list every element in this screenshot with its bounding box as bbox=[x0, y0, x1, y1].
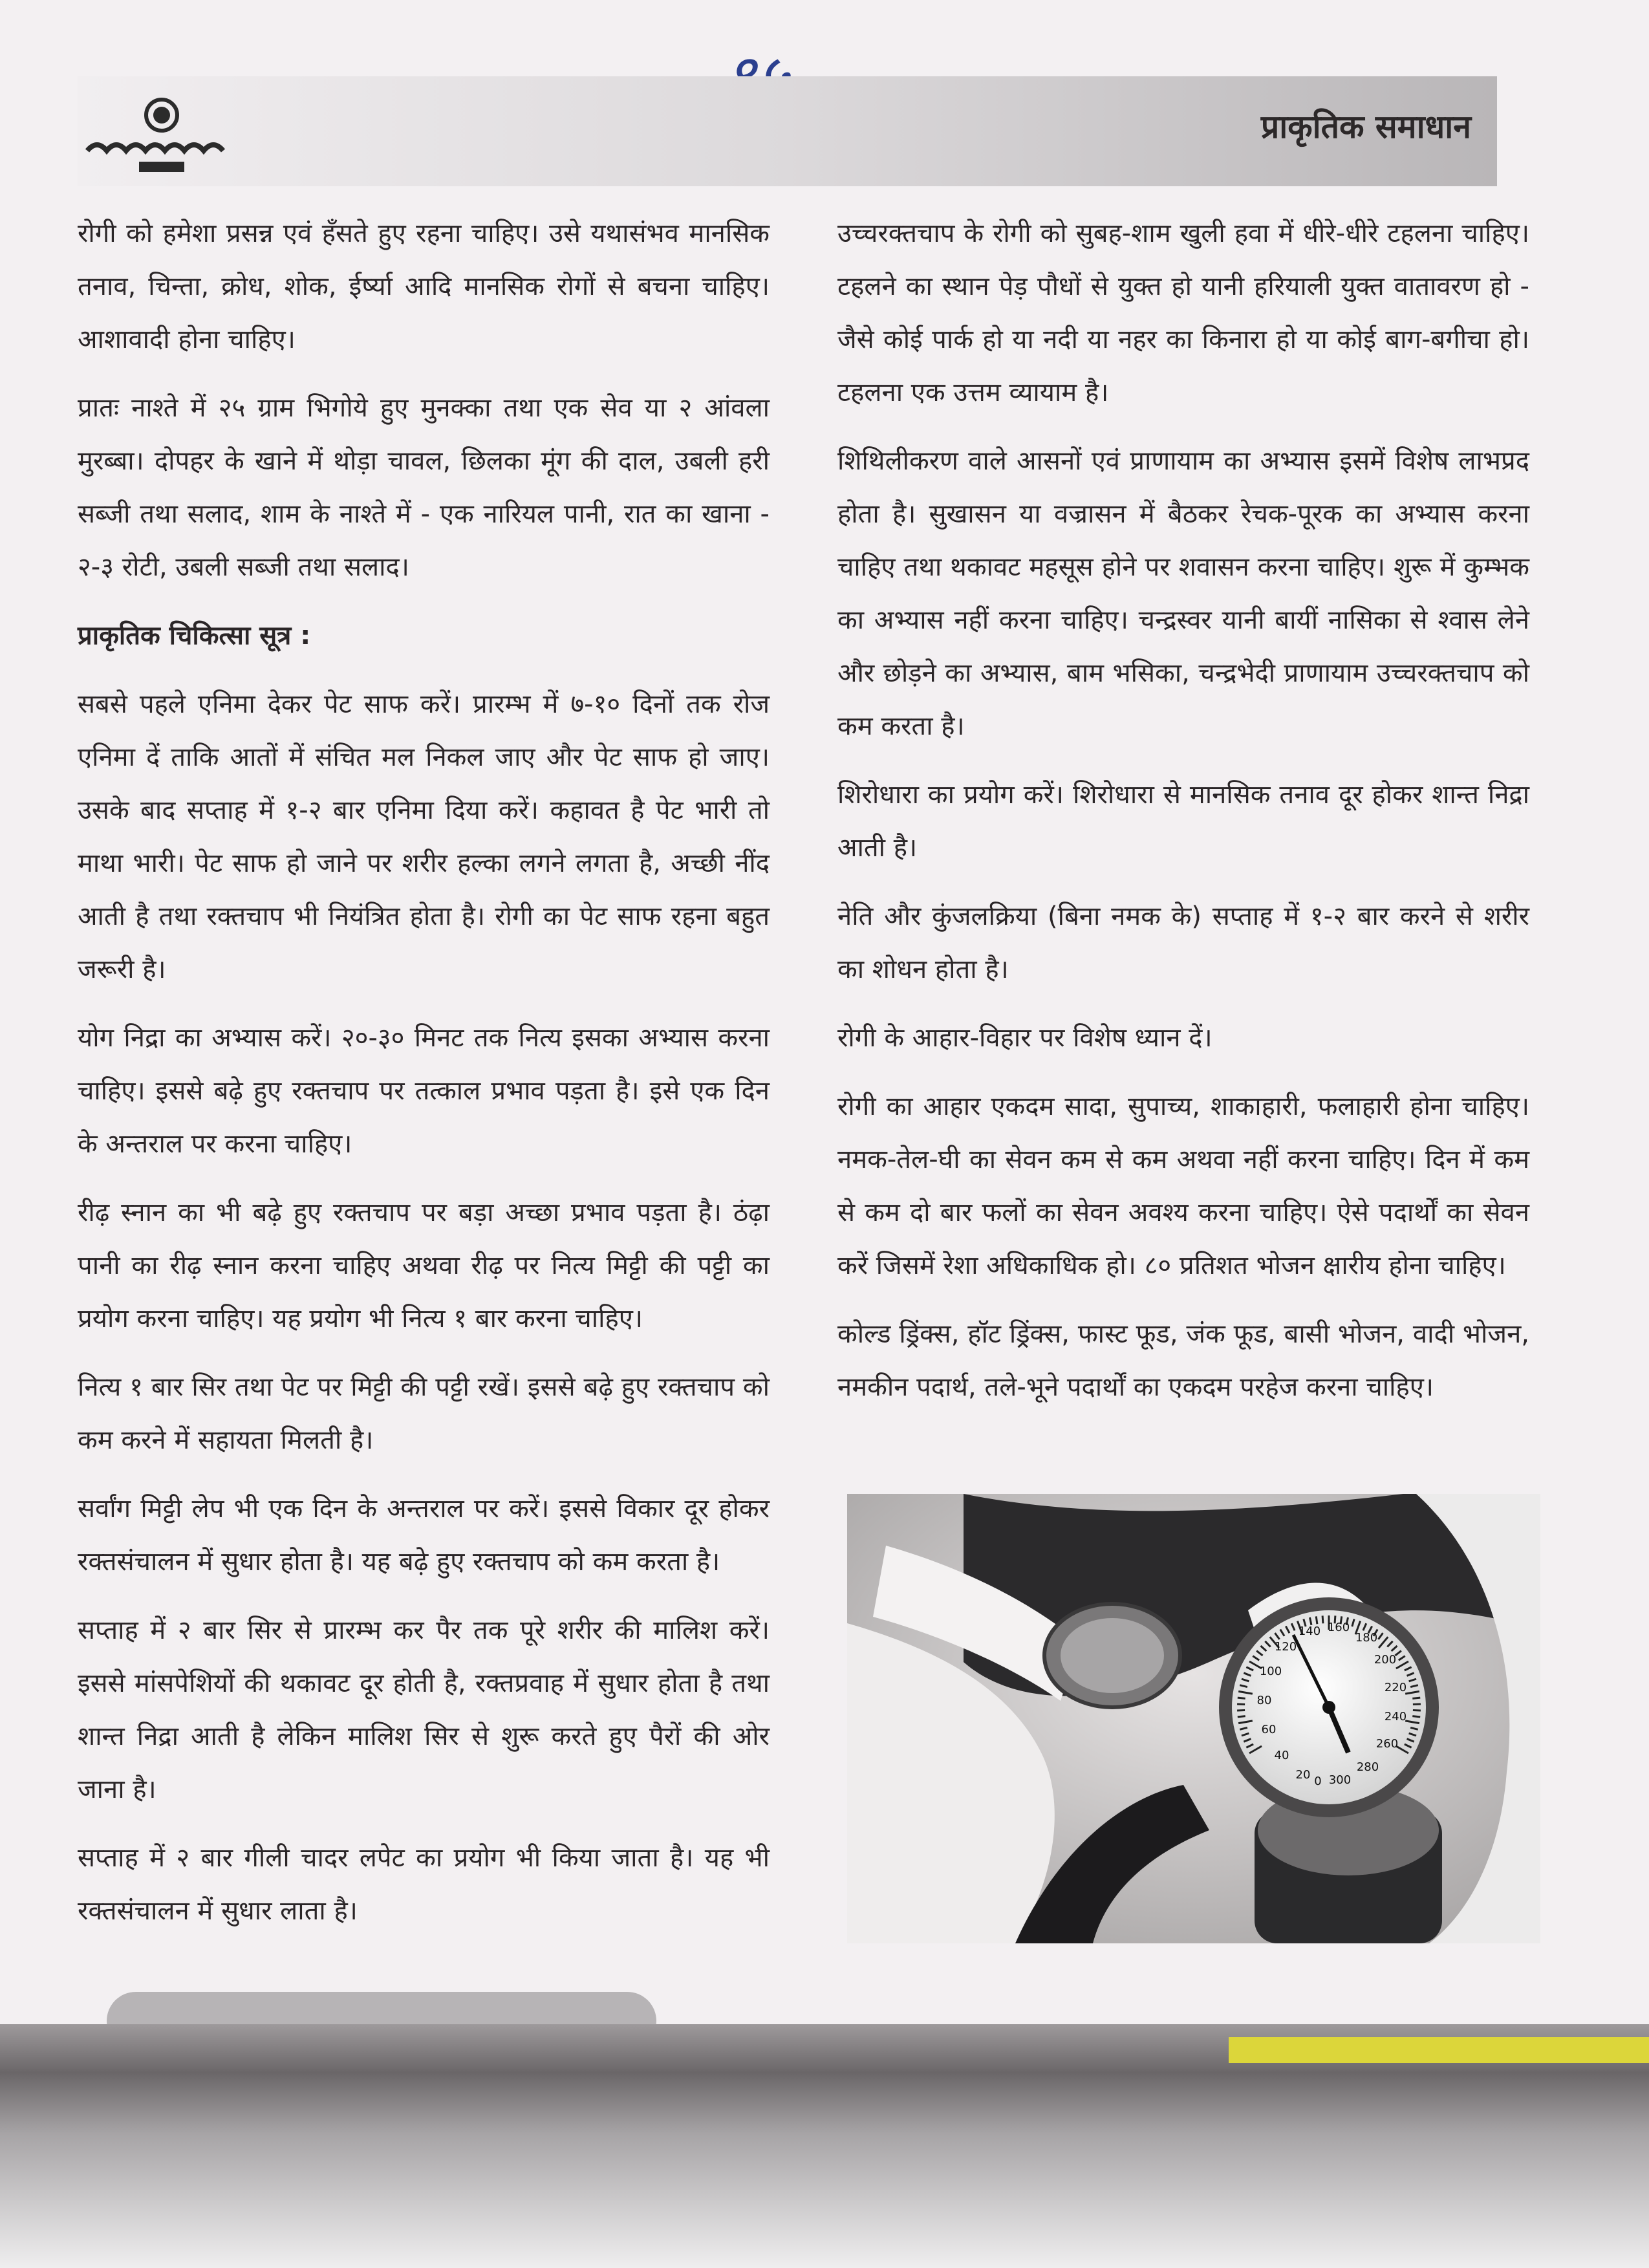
blood-pressure-gauge-photo bbox=[847, 1494, 1540, 1943]
section-title: प्राकृतिक समाधान bbox=[1260, 108, 1471, 146]
gauge-label: 60 bbox=[1261, 1723, 1277, 1736]
gauge-label: 40 bbox=[1274, 1749, 1289, 1762]
sub-heading: प्राकृतिक चिकित्सा सूत्र : bbox=[78, 621, 311, 651]
paragraph: सप्ताह में २ बार गीली चादर लपेट का प्रयोग भी किया जाता है। यह भी रक्तसंचालन में सुधार लाता है। bbox=[78, 1843, 770, 1926]
paragraph: प्रातः नाश्ते में २५ ग्राम भिगोये हुए मुनक्का तथा एक सेव या २ आंवला मुरब्बा। दोपहर के खाने में थोड़ा चावल, छिलका मूंग की दाल, उबली हरी सब्जी तथा सलाद, शाम के नाश्ते में - एक नारियल पानी, रात का खाना - २-३ रोटी, उबली सब्जी तथा सलाद। bbox=[78, 393, 770, 582]
gauge-label: 80 bbox=[1256, 1694, 1272, 1707]
gauge-label: 20 bbox=[1295, 1768, 1311, 1782]
gauge-label: 240 bbox=[1384, 1710, 1407, 1723]
paragraph: शिथिलीकरण वाले आसनों एवं प्राणायाम का अभ्यास इसमें विशेष लाभप्रद होता है। सुखासन या वज्रासन में बैठकर रेचक-पूरक का अभ्यास करना चाहिए तथा थकावट महसूस होने पर शवासन करना चाहिए। शुरू में कुम्भक का अभ्यास नहीं करना चाहिए। चन्द्रस्वर यानी बायीं नासिका से श्वास लेने और छोड़ने का अभ्यास, बाम भसिका, चन्द्रभेदी प्राणायाम उच्चरक्तचाप को कम करता है। bbox=[837, 446, 1529, 741]
gauge-label: 220 bbox=[1384, 1681, 1407, 1694]
paragraph: योग निद्रा का अभ्यास करें। २०-३० मिनट तक नित्य इसका अभ्यास करना चाहिए। इससे बढ़े हुए रक्तचाप पर तत्काल प्रभाव पड़ता है। इसे एक दिन के अन्तराल पर करना चाहिए। bbox=[78, 1023, 770, 1159]
gauge-label: 180 bbox=[1355, 1631, 1378, 1645]
paragraph: उच्चरक्तचाप के रोगी को सुबह-शाम खुली हवा में धीरे-धीरे टहलना चाहिए। टहलने का स्थान पेड़ पौधों से युक्त हो यानी हरियाली युक्त वातावरण हो - जैसे कोई पार्क हो या नदी या नहर का किनारा हो या कोई बाग-बगीचा हो। टहलना एक उत्तम व्यायाम है। bbox=[837, 219, 1529, 407]
gauge-label: 200 bbox=[1374, 1653, 1397, 1667]
gauge-label: 160 bbox=[1327, 1621, 1350, 1634]
paragraph: सबसे पहले एनिमा देकर पेट साफ करें। प्रारम्भ में ७-१० दिनों तक रोज एनिमा दें ताकि आतों में संचित मल निकल जाए और पेट साफ हो जाए। उसके बाद सप्ताह में १-२ बार एनिमा दिया करें। कहावत है पेट भारी तो माथा भारी। पेट साफ हो जाने पर शरीर हल्का लगने लगता है, अच्छी नींद आती है तथा रक्तचाप भी नियंत्रित होता है। रोगी का पेट साफ रहना बहुत जरूरी है। bbox=[78, 689, 770, 984]
gauge-tick bbox=[1316, 1616, 1317, 1624]
gauge-tick bbox=[1322, 1615, 1323, 1623]
left-text-column bbox=[78, 207, 770, 1953]
paragraph: नेति और कुंजलक्रिया (बिना नमक के) सप्ताह में १-२ बार करने से शरीर का शोधन होता है। bbox=[837, 902, 1529, 984]
paragraph: कोल्ड ड्रिंक्स, हॉट ड्रिंक्स, फास्ट फूड, जंक फूड, बासी भोजन, वादी भोजन, नमकीन पदार्थ, तले-भूने पदार्थों का एकदम परहेज करना चाहिए। bbox=[837, 1319, 1529, 1402]
paragraph: रोगी का आहार एकदम सादा, सुपाच्य, शाकाहारी, फलाहारी होना चाहिए। नमक-तेल-घी का सेवन कम से कम अथवा नहीं करना चाहिए। दिन में कम से कम दो बार फलों का सेवन अवश्य करना चाहिए। ऐसे पदार्थों का सेवन करें जिसमें रेशा अधिकाधिक हो। ८० प्रतिशत भोजन क्षारीय होना चाहिए। bbox=[837, 1092, 1529, 1280]
paragraph: सप्ताह में २ बार सिर से प्रारम्भ कर पैर तक पूरे शरीर की मालिश करें। इससे मांसपेशियों की थकावट दूर होती है, रक्तप्रवाह में सुधार होता है तथा शान्त निद्रा आती है लेकिन मालिश सिर से शुरू करते हुए पैरों की ओर जाना है। bbox=[78, 1615, 770, 1804]
page-header-bar bbox=[78, 76, 1497, 186]
paragraph: नित्य १ बार सिर तथा पेट पर मिट्टी की पट्टी रखें। इससे बढ़े हुए रक्तचाप को कम करने में सहायता मिलती है। bbox=[78, 1372, 770, 1455]
gauge-tick bbox=[1238, 1716, 1245, 1717]
gauge-label: 140 bbox=[1298, 1625, 1321, 1638]
paragraph: रोगी को हमेशा प्रसन्न एवं हँसते हुए रहना चाहिए। उसे यथासंभव मानसिक तनाव, चिन्ता, क्रोध, शोक, ईर्ष्या आदि मानसिक रोगों से बचना चाहिए। आशावादी होना चाहिए। bbox=[78, 219, 770, 354]
right-text-column bbox=[837, 207, 1529, 1429]
gauge-label: 280 bbox=[1356, 1760, 1379, 1774]
sun-waves-logo-icon bbox=[81, 89, 249, 186]
gauge-label: 0 bbox=[1314, 1775, 1322, 1788]
paragraph: रोगी के आहार-विहार पर विशेष ध्यान दें। bbox=[837, 1023, 1212, 1053]
gauge-label: 260 bbox=[1375, 1737, 1399, 1751]
gauge-label: 300 bbox=[1328, 1773, 1352, 1787]
gauge-tick bbox=[1412, 1716, 1420, 1717]
gauge-label: 120 bbox=[1274, 1640, 1297, 1654]
footer-color-strip bbox=[1229, 2037, 1649, 2063]
sphygmomanometer-illustration bbox=[847, 1494, 1540, 1943]
paragraph: सर्वांग मिट्टी लेप भी एक दिन के अन्तराल पर करें। इससे विकार दूर होकर रक्तसंचालन में सुधार होता है। यह बढ़े हुए रक्तचाप को कम करता है। bbox=[78, 1494, 770, 1577]
paragraph: शिरोधारा का प्रयोग करें। शिरोधारा से मानसिक तनाव दूर होकर शान्त निद्रा आती है। bbox=[837, 780, 1529, 863]
paragraph: रीढ़ स्नान का भी बढ़े हुए रक्तचाप पर बड़ा अच्छा प्रभाव पड़ता है। ठंढ़ा पानी का रीढ़ स्नान करना चाहिए अथवा रीढ़ पर नित्य मिट्टी की पट्टी का प्रयोग करना चाहिए। यह प्रयोग भी नित्य १ बार करना चाहिए। bbox=[78, 1198, 770, 1334]
gauge-label: 100 bbox=[1259, 1665, 1282, 1678]
